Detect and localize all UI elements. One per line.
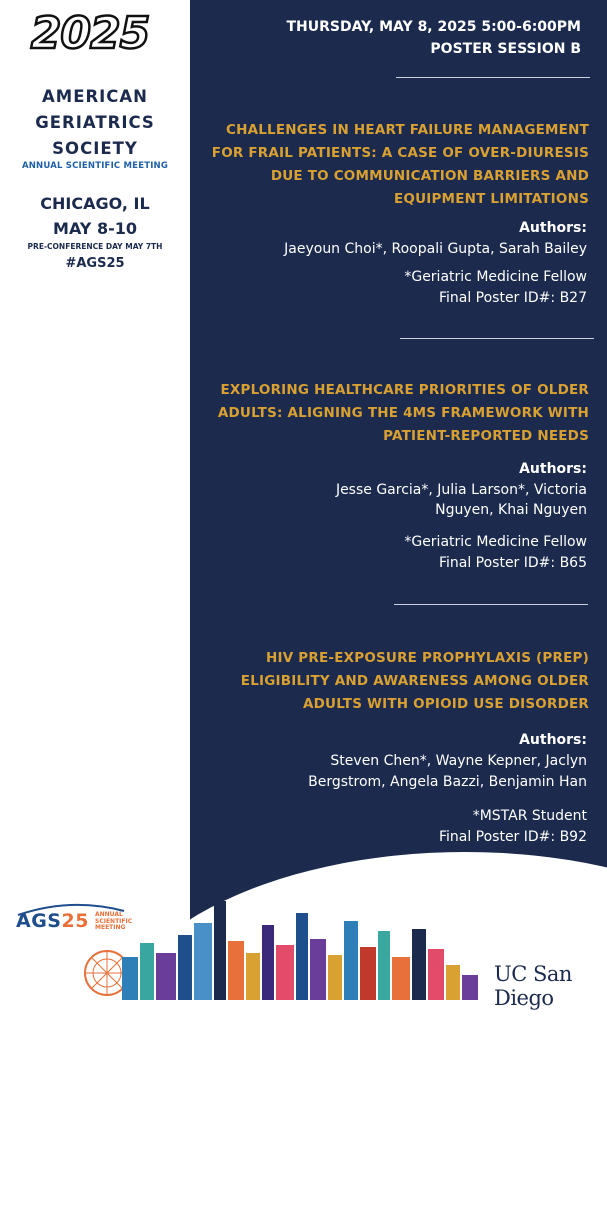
poster-3-note: *MSTAR Student: [472, 808, 587, 824]
org-name-line-2: GERIATRICS: [35, 113, 155, 132]
poster-3-id: Final Poster ID#: B92: [438, 829, 587, 845]
poster-2-authors-label: Authors:: [519, 461, 587, 477]
poster-2-id: Final Poster ID#: B65: [438, 555, 587, 571]
divider: [394, 604, 588, 605]
org-name-line-1: AMERICAN: [42, 87, 148, 106]
annual-meeting-label: ANNUAL SCIENTIFIC MEETING: [21, 161, 169, 171]
right-panel: [190, 0, 607, 1000]
uc-san-diego-logo: UC San Diego: [494, 962, 572, 1010]
ags25-logo: [16, 910, 133, 932]
left-panel: [0, 0, 190, 1000]
poster-1-authors-label: Authors:: [519, 220, 587, 236]
poster-2-authors-line-2: Nguyen, Khai Nguyen: [435, 502, 587, 518]
city-label: CHICAGO, IL: [40, 194, 150, 213]
year-heading: 2025: [30, 8, 150, 59]
poster-3-authors-line-1: Steven Chen*, Wayne Kepner, Jaclyn: [330, 753, 587, 769]
org-name-line-3: SOCIETY: [52, 139, 138, 158]
poster-2-note: *Geriatric Medicine Fellow: [404, 534, 587, 550]
dates-label: MAY 8-10: [53, 219, 137, 238]
poster-1-id: Final Poster ID#: B27: [438, 290, 587, 306]
session-name: POSTER SESSION B: [430, 41, 581, 57]
poster-3-authors-label: Authors:: [519, 732, 587, 748]
poster-3-authors-line-2: Bergstrom, Angela Bazzi, Benjamin Han: [308, 774, 587, 790]
logo-text: AGS25: [16, 910, 89, 932]
divider: [400, 338, 594, 339]
poster-2-authors-line-1: Jesse Garcia*, Julia Larson*, Victoria: [335, 482, 587, 498]
poster-3-title: HIV PRE-EXPOSURE PROPHYLAXIS (PREP) ELIGIBILITY AND AWARENESS AMONG OLDER ADULTS WITH OPIOID USE DISORDER: [240, 650, 589, 712]
hashtag-label: #AGS25: [65, 256, 125, 271]
logo-subtext: ANNUAL SCIENTIFIC MEETING: [95, 911, 133, 931]
preconference-label: PRE-CONFERENCE DAY MAY 7TH: [27, 242, 163, 251]
poster-1-authors: Jaeyoun Choi*, Roopali Gupta, Sarah Bailey: [284, 241, 587, 257]
poster-2-title: EXPLORING HEALTHCARE PRIORITIES OF OLDER ADULTS: ALIGNING THE 4MS FRAMEWORK WITH PATIENT-REPORTED NEEDS: [217, 382, 589, 444]
divider: [396, 77, 590, 78]
poster-1-title: CHALLENGES IN HEART FAILURE MANAGEMENT FOR FRAIL PATIENTS: A CASE OF OVER-DIURESIS DUE TO COMMUNICATION BARRIERS AND EQUIPMENT LIMITATIONS: [211, 122, 589, 207]
poster-1-note: *Geriatric Medicine Fellow: [404, 269, 587, 285]
session-date: THURSDAY, MAY 8, 2025 5:00-6:00PM: [286, 19, 581, 35]
